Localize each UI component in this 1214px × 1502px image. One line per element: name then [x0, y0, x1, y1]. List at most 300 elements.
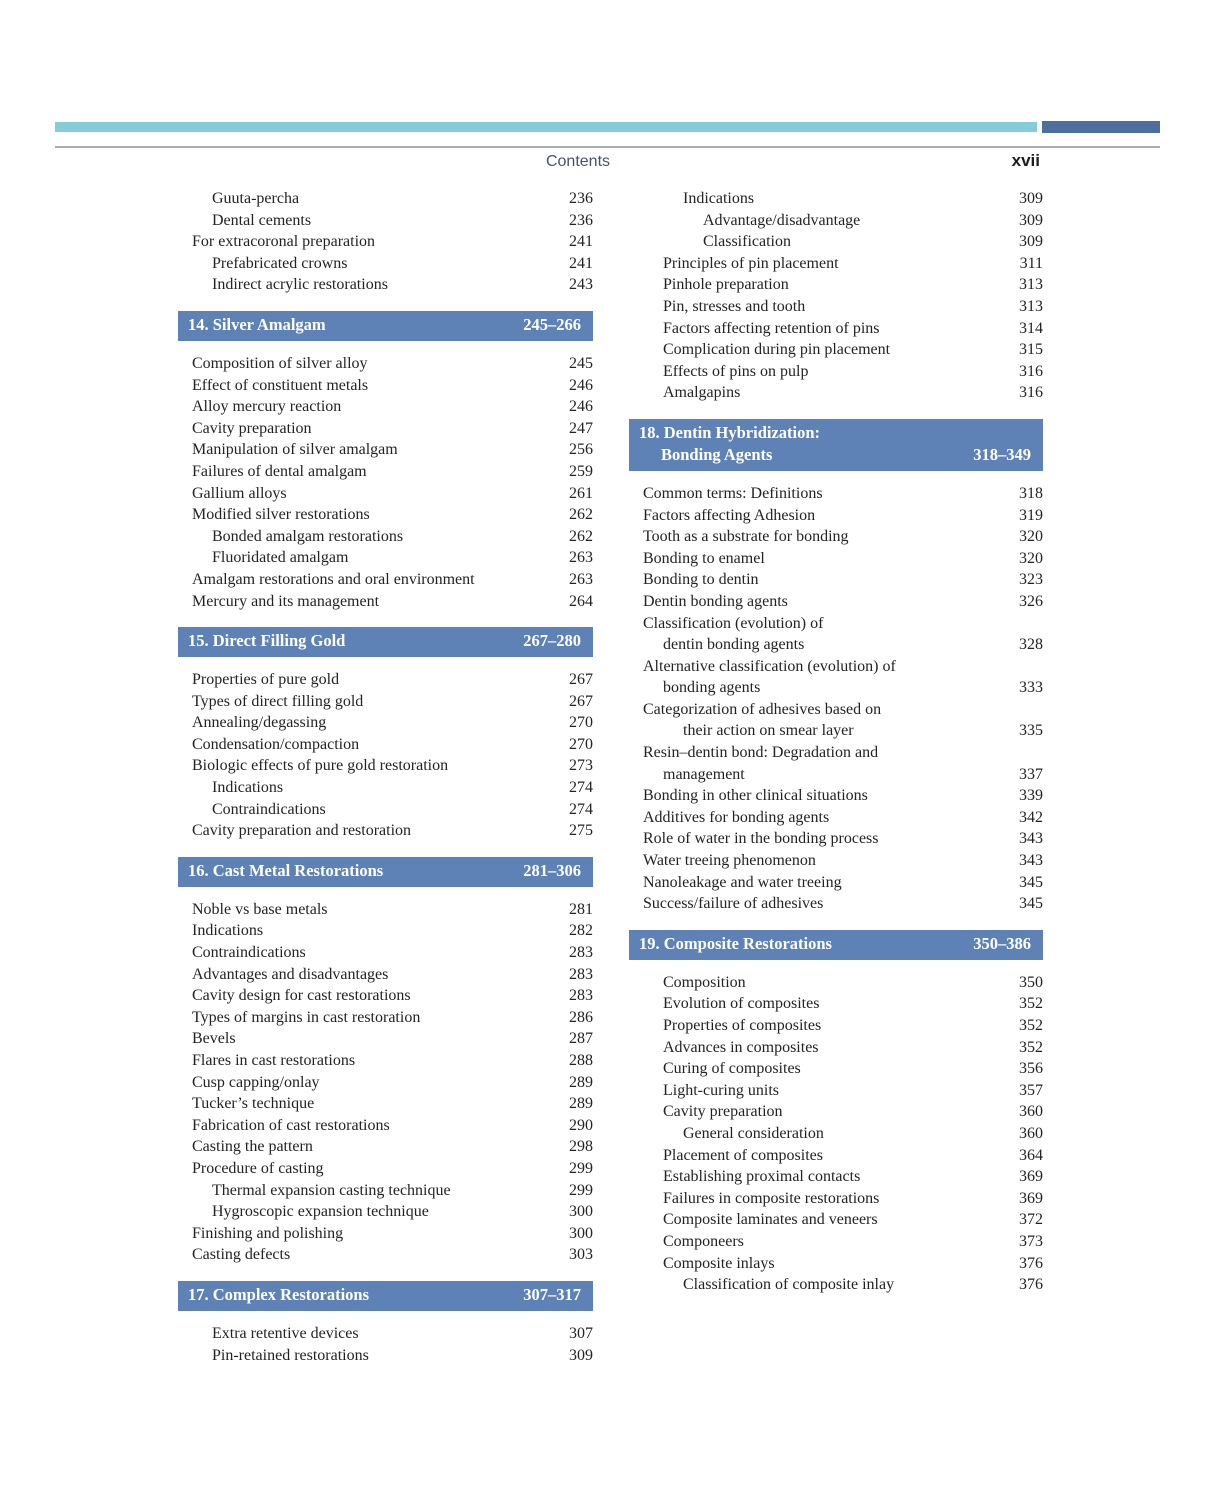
- toc-entry-page-number: 289: [569, 1095, 593, 1113]
- toc-entry: [629, 1253, 1043, 1275]
- toc-entry-title: [629, 785, 997, 807]
- toc-entry-title-line: Types of margins in cast restoration: [192, 1008, 421, 1026]
- chapter-page-range: 318–349: [973, 444, 1031, 464]
- toc-entry-title-line: Effects of pins on pulp: [663, 362, 809, 380]
- toc-entry: [178, 483, 593, 505]
- toc-entry-list: [178, 899, 593, 1266]
- chapter-heading-bar: [178, 857, 593, 887]
- toc-entry-title: [629, 1188, 997, 1210]
- toc-entry: [178, 547, 593, 569]
- toc-entry-title: [629, 231, 997, 253]
- toc-entry-page-number: 264: [569, 592, 593, 610]
- toc-entry: [178, 569, 593, 591]
- toc-entry: [178, 669, 593, 691]
- toc-entry-title-line: Casting the pattern: [192, 1138, 313, 1156]
- toc-entry-title: [178, 1180, 547, 1202]
- toc-entry-title-line: Hygroscopic expansion technique: [212, 1203, 429, 1221]
- chapter-heading-bar: [629, 419, 1043, 471]
- toc-entry-page-number: 274: [569, 800, 593, 818]
- toc-entry-title-line: Fabrication of cast restorations: [192, 1116, 390, 1134]
- toc-entry: [178, 920, 593, 942]
- toc-entry-title-line: dentin bonding agents: [663, 636, 805, 654]
- toc-entry-page-number: 307: [569, 1324, 593, 1342]
- toc-entry-title: [629, 1015, 997, 1037]
- toc-entry-title: [178, 504, 547, 526]
- toc-entry: [178, 396, 593, 418]
- toc-entry-page-number: 357: [1019, 1081, 1043, 1099]
- toc-entry-title: [178, 439, 547, 461]
- toc-entry: [629, 893, 1043, 915]
- toc-entry-title: [178, 210, 547, 232]
- toc-entry: [629, 253, 1043, 275]
- chapter-title-line: 14. Silver Amalgam: [188, 314, 326, 334]
- toc-entry-title: [629, 318, 997, 340]
- toc-entry-title: [629, 1058, 997, 1080]
- toc-entry-title-line: Condensation/compaction: [192, 735, 360, 753]
- toc-entry-title: [629, 1080, 997, 1102]
- toc-entry: [629, 1037, 1043, 1059]
- toc-entry-page-number: 289: [569, 1073, 593, 1091]
- toc-entry: [178, 418, 593, 440]
- toc-entry-page-number: 299: [569, 1159, 593, 1177]
- toc-entry-title-line: Contraindications: [212, 800, 326, 818]
- toc-entry: [178, 591, 593, 613]
- toc-entry-page-number: 247: [569, 419, 593, 437]
- toc-entry-title: [629, 893, 997, 915]
- toc-entry-title-line: Dentin bonding agents: [643, 592, 788, 610]
- toc-entry-title-line: Biologic effects of pure gold restoration: [192, 757, 449, 775]
- toc-entry: [178, 964, 593, 986]
- toc-entry-title: [178, 274, 547, 296]
- toc-entry-title-line: management: [663, 765, 745, 783]
- toc-entry-page-number: 352: [1019, 1017, 1043, 1034]
- toc-entry: [629, 1015, 1043, 1037]
- toc-entry-list: [629, 972, 1043, 1296]
- toc-entry-list: [629, 483, 1043, 915]
- toc-entry-title: [178, 755, 547, 777]
- toc-entry: [629, 1166, 1043, 1188]
- toc-entry-page-number: 236: [569, 211, 593, 229]
- toc-entry-title: [629, 1274, 997, 1296]
- chapter-title-line: 17. Complex Restorations: [188, 1284, 370, 1304]
- chapter-title: [188, 860, 513, 882]
- toc-entry-title: [629, 1145, 997, 1167]
- toc-entry-title: [178, 1345, 547, 1367]
- toc-entry-title: [178, 920, 547, 942]
- toc-entry-title: [629, 993, 997, 1015]
- toc-entry-title-line: Alternative classification (evolution) of: [643, 657, 896, 675]
- toc-entry-page-number: 328: [1019, 636, 1043, 654]
- toc-entry-title-line: Indirect acrylic restorations: [212, 276, 388, 294]
- chapter-title: [639, 422, 963, 466]
- toc-entry: [178, 1050, 593, 1072]
- toc-entry-title-line: Gallium alloys: [192, 484, 287, 502]
- toc-entry: [178, 1072, 593, 1094]
- toc-entry-page-number: 300: [569, 1224, 593, 1242]
- toc-entry-page-number: 241: [569, 254, 593, 272]
- toc-entry: [178, 461, 593, 483]
- toc-entry: [178, 899, 593, 921]
- toc-entry-page-number: 316: [1019, 362, 1043, 380]
- toc-entry-page-number: 261: [569, 484, 593, 502]
- toc-entry-title-line: General consideration: [683, 1124, 824, 1142]
- toc-entry-title-line: Advantage/disadvantage: [703, 211, 861, 229]
- toc-entry-title: [178, 526, 547, 548]
- toc-entry-title-line: Principles of pin placement: [663, 254, 839, 272]
- toc-entry-page-number: 364: [1019, 1146, 1043, 1164]
- toc-entry-title: [629, 210, 997, 232]
- toc-entry-title-line: Factors affecting retention of pins: [663, 319, 880, 337]
- header-rule: [55, 146, 1160, 148]
- toc-entry: [178, 777, 593, 799]
- toc-entry: [629, 828, 1043, 850]
- toc-entry-title: [178, 591, 547, 613]
- toc-entry-title-line: Types of direct filling gold: [192, 692, 364, 710]
- toc-entry-page-number: 309: [569, 1346, 593, 1364]
- toc-entry-title: [178, 899, 547, 921]
- toc-entry-page-number: 376: [1019, 1276, 1043, 1294]
- toc-entry-title-line: Mercury and its management: [192, 592, 380, 610]
- toc-entry-page-number: 369: [1019, 1168, 1043, 1186]
- toc-entry: [178, 820, 593, 842]
- toc-entry-title: [178, 799, 547, 821]
- toc-entry-title: [629, 613, 997, 656]
- toc-entry-title: [629, 296, 997, 318]
- toc-entry-title-line: Contraindications: [192, 944, 306, 962]
- toc-entry-page-number: 311: [1019, 254, 1043, 272]
- toc-entry-title: [629, 972, 997, 994]
- chapter-page-range: 245–266: [523, 314, 581, 334]
- toc-entry-title: [629, 253, 997, 275]
- toc-entry-page-number: 333: [1019, 679, 1043, 697]
- toc-entry-title-line: Advantages and disadvantages: [192, 965, 389, 983]
- toc-entry-title-line: Light-curing units: [663, 1081, 779, 1099]
- toc-entry: [178, 799, 593, 821]
- toc-entry-page-number: 345: [1019, 873, 1043, 891]
- toc-entry-page-number: 309: [1019, 211, 1043, 229]
- toc-entry: [178, 375, 593, 397]
- toc-entry-page-number: 263: [569, 549, 593, 567]
- toc-entry-title-line: Composite inlays: [663, 1254, 775, 1272]
- toc-entry-title: [178, 253, 547, 275]
- page-number-folio: xvii: [1011, 151, 1040, 170]
- toc-entry: [178, 1158, 593, 1180]
- toc-entry: [629, 699, 1043, 742]
- toc-entry-title: [629, 1123, 997, 1145]
- toc-entry-page-number: 246: [569, 376, 593, 394]
- toc-entry: [178, 210, 593, 232]
- toc-entry-page-number: 259: [569, 462, 593, 480]
- toc-entry-title-line: Cavity preparation: [663, 1103, 783, 1121]
- toc-entry-list: [178, 669, 593, 842]
- toc-entry-title-line: Pin-retained restorations: [212, 1346, 369, 1364]
- toc-entry-page-number: 318: [1019, 484, 1043, 502]
- toc-entry-title-line: Composite laminates and veneers: [663, 1211, 878, 1229]
- toc-entry-page-number: 342: [1019, 808, 1043, 826]
- toc-entry: [178, 1345, 593, 1367]
- toc-entry-page-number: 343: [1019, 830, 1043, 848]
- toc-entry-title-line: Categorization of adhesives based on: [643, 700, 882, 718]
- toc-columns: [178, 188, 1043, 1366]
- chapter-title-line: 15. Direct Filling Gold: [188, 631, 346, 651]
- toc-entry-title-line: Indications: [212, 779, 284, 797]
- toc-entry-title-line: Factors affecting Adhesion: [643, 506, 816, 524]
- toc-entry-page-number: 343: [1019, 852, 1043, 870]
- toc-entry: [629, 993, 1043, 1015]
- toc-entry: [629, 296, 1043, 318]
- toc-entry: [178, 691, 593, 713]
- toc-entry-title-line: Bonded amalgam restorations: [212, 527, 404, 545]
- accent-bar-blue: [1042, 121, 1160, 133]
- toc-entry-title-line: Failures of dental amalgam: [192, 462, 367, 480]
- toc-entry: [629, 872, 1043, 894]
- toc-entry-title-line: Water treeing phenomenon: [643, 852, 816, 870]
- toc-entry-title: [178, 461, 547, 483]
- toc-entry: [629, 1145, 1043, 1167]
- toc-entry-list: [178, 1323, 593, 1366]
- toc-entry-page-number: 337: [1019, 765, 1043, 783]
- toc-entry-title-line: Common terms: Definitions: [643, 484, 823, 502]
- toc-entry-page-number: 256: [569, 441, 593, 459]
- toc-entry-page-number: 270: [569, 714, 593, 732]
- toc-entry-title-line: Properties of pure gold: [192, 671, 340, 689]
- toc-entry: [629, 1058, 1043, 1080]
- toc-entry-title-line: Cavity preparation: [192, 419, 312, 437]
- toc-entry-title: [629, 656, 997, 699]
- toc-entry: [629, 591, 1043, 613]
- toc-entry-page-number: 369: [1019, 1189, 1043, 1207]
- toc-entry-page-number: 335: [1019, 722, 1043, 740]
- toc-entry-title-line: Modified silver restorations: [192, 506, 370, 524]
- toc-entry-title-line: Complication during pin placement: [663, 341, 891, 359]
- toc-entry-title-line: Extra retentive devices: [212, 1324, 359, 1342]
- toc-entry-title: [178, 418, 547, 440]
- toc-entry-page-number: 313: [1019, 297, 1043, 315]
- toc-entry: [629, 318, 1043, 340]
- toc-entry-page-number: 376: [1019, 1254, 1043, 1272]
- toc-entry-title: [178, 1050, 547, 1072]
- toc-entry: [178, 985, 593, 1007]
- toc-entry-title-line: Pinhole preparation: [663, 276, 789, 294]
- toc-entry-title: [178, 1136, 547, 1158]
- toc-column-right: [629, 188, 1043, 1296]
- toc-entry-page-number: 299: [569, 1181, 593, 1199]
- toc-entry-title-line: Cusp capping/onlay: [192, 1073, 320, 1091]
- toc-entry-title: [629, 274, 997, 296]
- toc-entry-title-line: Tooth as a substrate for bonding: [643, 528, 849, 546]
- toc-entry-title: [629, 1166, 997, 1188]
- toc-entry-page-number: 323: [1019, 571, 1043, 589]
- toc-entry: [629, 569, 1043, 591]
- toc-entry-title-line: Composition: [663, 973, 746, 991]
- toc-entry-page-number: 309: [1019, 233, 1043, 251]
- toc-entry-page-number: 246: [569, 398, 593, 416]
- toc-entry-title: [178, 547, 547, 569]
- toc-entry-page-number: 245: [569, 354, 593, 372]
- toc-entry-title-line: Classification (evolution) of: [643, 614, 824, 632]
- toc-entry: [629, 785, 1043, 807]
- toc-entry-page-number: 320: [1019, 549, 1043, 567]
- toc-entry-title-line: Indications: [683, 190, 755, 207]
- toc-entry-title-line: Placement of composites: [663, 1146, 823, 1164]
- toc-entry-title: [629, 526, 997, 548]
- toc-entry-title: [629, 382, 997, 404]
- toc-entry-title: [178, 396, 547, 418]
- chapter-title: [188, 314, 513, 336]
- toc-entry-title: [178, 691, 547, 713]
- toc-entry-page-number: 262: [569, 527, 593, 545]
- toc-entry-title: [629, 569, 997, 591]
- toc-entry-page-number: 345: [1019, 895, 1043, 913]
- toc-entry: [178, 1223, 593, 1245]
- chapter-page-range: 350–386: [973, 933, 1031, 953]
- toc-entry-title: [178, 942, 547, 964]
- toc-entry-title-line: Procedure of casting: [192, 1159, 324, 1177]
- toc-entry: [178, 253, 593, 275]
- toc-entry-page-number: 273: [569, 757, 593, 775]
- toc-entry-page-number: 319: [1019, 506, 1043, 524]
- toc-entry-title: [629, 1037, 997, 1059]
- toc-entry: [629, 972, 1043, 994]
- toc-entry-page-number: 263: [569, 570, 593, 588]
- toc-entry-title: [178, 964, 547, 986]
- toc-entry-page-number: 283: [569, 965, 593, 983]
- toc-entry-title: [178, 188, 547, 210]
- toc-entry-title-line: Flares in cast restorations: [192, 1052, 356, 1069]
- chapter-heading-bar: [178, 311, 593, 341]
- top-accent-bar: [55, 122, 1160, 132]
- toc-entry-page-number: 313: [1019, 276, 1043, 294]
- toc-entry-page-number: 350: [1019, 973, 1043, 991]
- toc-entry: [178, 1028, 593, 1050]
- toc-entry-list: [178, 188, 593, 296]
- toc-entry-page-number: 314: [1019, 319, 1043, 337]
- toc-entry: [178, 439, 593, 461]
- toc-entry-page-number: 274: [569, 779, 593, 797]
- chapter-title-line: 16. Cast Metal Restorations: [188, 860, 384, 880]
- toc-entry-title-line: Properties of composites: [663, 1017, 822, 1034]
- toc-entry: [178, 1115, 593, 1137]
- toc-entry: [629, 1209, 1043, 1231]
- toc-entry: [629, 483, 1043, 505]
- toc-entry-page-number: 372: [1019, 1211, 1043, 1229]
- toc-entry-page-number: 275: [569, 822, 593, 840]
- toc-entry: [178, 734, 593, 756]
- toc-entry-title-line: Amalgapins: [663, 384, 741, 402]
- toc-entry-title-line: Guuta-percha: [212, 190, 300, 207]
- toc-entry-page-number: 373: [1019, 1232, 1043, 1250]
- chapter-title-line: Bonding Agents: [661, 444, 773, 464]
- toc-entry-title-line: Cavity preparation and restoration: [192, 822, 412, 840]
- toc-entry: [178, 1136, 593, 1158]
- toc-entry-title: [178, 353, 547, 375]
- chapter-page-range: 281–306: [523, 860, 581, 880]
- toc-entry-title-line: bonding agents: [663, 679, 761, 697]
- toc-entry-title-line: Manipulation of silver amalgam: [192, 441, 398, 459]
- toc-entry: [629, 656, 1043, 699]
- toc-entry-title-line: Indications: [192, 922, 264, 940]
- toc-entry-page-number: 326: [1019, 592, 1043, 610]
- toc-entry-page-number: 316: [1019, 384, 1043, 402]
- toc-entry-title-line: Additives for bonding agents: [643, 808, 830, 826]
- toc-entry: [629, 188, 1043, 210]
- toc-entry-title: [178, 1115, 547, 1137]
- toc-entry: [629, 382, 1043, 404]
- chapter-heading-bar: [178, 627, 593, 657]
- toc-entry-title-line: Classification of composite inlay: [683, 1276, 895, 1294]
- toc-entry: [629, 850, 1043, 872]
- toc-entry: [629, 807, 1043, 829]
- toc-entry-title: [178, 569, 547, 591]
- toc-entry-title: [178, 1072, 547, 1094]
- toc-entry-title: [178, 1093, 547, 1115]
- toc-entry: [178, 1323, 593, 1345]
- toc-entry-title-line: Pin, stresses and tooth: [663, 297, 806, 315]
- toc-entry-title: [629, 742, 997, 785]
- toc-entry-page-number: 320: [1019, 528, 1043, 546]
- toc-entry-page-number: 352: [1019, 1038, 1043, 1056]
- toc-entry-title-line: Fluoridated amalgam: [212, 549, 349, 567]
- toc-entry-title-line: Success/failure of adhesives: [643, 895, 824, 913]
- toc-entry-page-number: 281: [569, 900, 593, 918]
- toc-entry: [629, 1101, 1043, 1123]
- toc-entry: [629, 526, 1043, 548]
- toc-entry: [178, 353, 593, 375]
- toc-entry-page-number: 303: [569, 1246, 593, 1264]
- toc-entry: [629, 505, 1043, 527]
- toc-entry-page-number: 283: [569, 944, 593, 962]
- toc-entry-title-line: Bonding in other clinical situations: [643, 787, 868, 805]
- toc-entry-page-number: 360: [1019, 1103, 1043, 1121]
- toc-entry-title-line: Cavity design for cast restorations: [192, 987, 411, 1005]
- toc-entry-page-number: 236: [569, 190, 593, 207]
- toc-entry: [178, 1180, 593, 1202]
- toc-entry: [629, 274, 1043, 296]
- toc-entry: [629, 613, 1043, 656]
- toc-entry-page-number: 339: [1019, 787, 1043, 805]
- toc-entry-title: [178, 1323, 547, 1345]
- toc-entry: [178, 231, 593, 253]
- toc-entry-title: [629, 828, 997, 850]
- toc-entry: [178, 526, 593, 548]
- toc-entry-title-line: Noble vs base metals: [192, 900, 328, 918]
- accent-bar-teal: [55, 122, 1037, 132]
- toc-entry-title-line: Evolution of composites: [663, 995, 820, 1013]
- toc-entry: [629, 1231, 1043, 1253]
- toc-entry-title: [629, 548, 997, 570]
- toc-entry-title-line: Establishing proximal contacts: [663, 1168, 861, 1186]
- toc-entry: [629, 339, 1043, 361]
- toc-entry: [629, 231, 1043, 253]
- toc-entry-page-number: 315: [1019, 341, 1043, 359]
- toc-entry-title-line: Bonding to dentin: [643, 571, 759, 589]
- toc-entry-title: [178, 820, 547, 842]
- toc-entry-title-line: Componeers: [663, 1232, 744, 1250]
- toc-entry: [178, 1093, 593, 1115]
- chapter-heading-bar: [178, 1281, 593, 1311]
- toc-entry-title: [178, 231, 547, 253]
- toc-entry-title-line: Failures in composite restorations: [663, 1189, 880, 1207]
- chapter-title: [188, 630, 513, 652]
- toc-entry-title: [629, 339, 997, 361]
- toc-entry: [178, 1201, 593, 1223]
- toc-entry: [178, 504, 593, 526]
- chapter-page-range: 267–280: [523, 631, 581, 651]
- toc-entry: [629, 548, 1043, 570]
- toc-entry-title-line: Bonding to enamel: [643, 549, 765, 567]
- toc-entry-title-line: Composition of silver alloy: [192, 354, 368, 372]
- toc-entry: [629, 361, 1043, 383]
